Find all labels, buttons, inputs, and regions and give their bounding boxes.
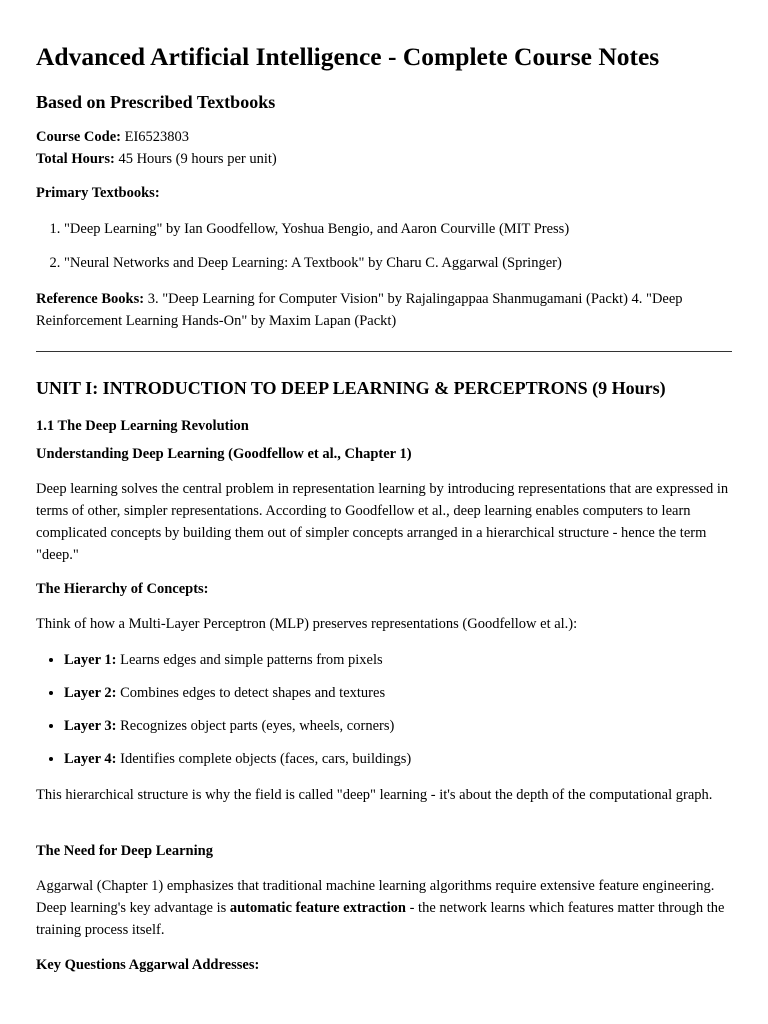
layer-label: Layer 2: [64, 685, 117, 701]
unit-1-heading: UNIT I: INTRODUCTION TO DEEP LEARNING & PERCEPTRONS (9 Hours) [36, 378, 666, 398]
course-info [36, 126, 732, 170]
document-subtitle: Based on Prescribed Textbooks [36, 92, 276, 112]
section-1-1-heading-block [36, 415, 732, 437]
total-hours-label: Total Hours: [36, 151, 115, 167]
primary-textbooks-heading: Primary Textbooks: [36, 185, 160, 201]
layers-list [36, 649, 732, 770]
need-heading: The Need for Deep Learning [36, 843, 213, 859]
hierarchy-outro-block [36, 784, 732, 806]
layer-text: Recognizes object parts (eyes, wheels, corners) [120, 718, 395, 734]
layer-text: Combines edges to detect shapes and textures [120, 685, 386, 701]
primary-textbooks-list [36, 218, 732, 274]
list-item [64, 715, 732, 737]
reference-books-label: Reference Books: [36, 291, 145, 307]
hierarchy-outro: This hierarchical structure is why the field is called "deep" learning - it's about the depth of the computational graph. [36, 787, 713, 803]
need-heading-block [36, 840, 732, 862]
list-item: 2. "Neural Networks and Deep Learning: A Textbook" by Charu C. Aggarwal (Springer) [64, 252, 732, 274]
section-1-1-heading: 1.1 The Deep Learning Revolution [36, 418, 249, 434]
layer-label: Layer 1: [64, 652, 117, 668]
layers-list-block [36, 649, 732, 770]
need-text-post: - the network learns which features matter through the training process itself. [36, 900, 725, 938]
hierarchy-intro: Think of how a Multi-Layer Perceptron (MLP) preserves representations (Goodfellow et al.): [36, 616, 578, 632]
course-code-line [36, 126, 732, 148]
course-code-value: EI6523803 [124, 129, 190, 145]
document-subtitle-block [36, 91, 732, 113]
list-item: 1. "Deep Learning" by Ian Goodfellow, Yoshua Bengio, and Aaron Courville (MIT Press) [64, 218, 732, 240]
understanding-heading-block [36, 443, 732, 465]
primary-textbooks-heading-block [36, 182, 732, 204]
document-title: Advanced Artificial Intelligence - Complete Course Notes [36, 42, 660, 71]
layer-label: Layer 3: [64, 718, 117, 734]
primary-textbooks-list-block [36, 218, 732, 274]
intro-paragraph: Deep learning solves the central problem in representation learning by introducing representations that are expressed in terms of other, simpler representations. According to Goodfellow et al., deep learning enables computers to learn complicated concepts by building them out of simpler concepts arranged in a hierarchical structure - hence the term "deep." [36, 481, 729, 563]
list-item [64, 682, 732, 704]
layer-text: Identifies complete objects (faces, cars, buildings) [120, 751, 412, 767]
need-text-pre: Aggarwal (Chapter 1) emphasizes that traditional machine learning algorithms require extensive feature engineering. Deep learning's key advantage is [36, 878, 715, 916]
need-text-bold: automatic feature extraction [229, 900, 406, 916]
reference-books-paragraph [36, 288, 732, 332]
key-questions-heading-block [36, 954, 732, 976]
hierarchy-heading-block [36, 578, 732, 600]
reference-books [36, 288, 732, 332]
total-hours-line [36, 148, 732, 170]
layer-label: Layer 4: [64, 751, 117, 767]
reference-books-text: 3. "Deep Learning for Computer Vision" by Rajalingappaa Shanmugamani (Packt) 4. "Deep Reinforcement Learning Hands-On" by Maxim Lapan (Packt) [36, 291, 683, 329]
hierarchy-heading: The Hierarchy of Concepts: [36, 581, 209, 597]
need-paragraph-block [36, 875, 732, 941]
list-item [64, 748, 732, 770]
course-code-label: Course Code: [36, 129, 121, 145]
hierarchy-intro-block [36, 613, 732, 635]
total-hours-value: 45 Hours (9 hours per unit) [118, 151, 277, 167]
key-questions-heading: Key Questions Aggarwal Addresses: [36, 957, 260, 973]
understanding-heading: Understanding Deep Learning (Goodfellow et al., Chapter 1) [36, 446, 412, 462]
need-paragraph [36, 875, 732, 941]
layer-text: Learns edges and simple patterns from pixels [120, 652, 383, 668]
unit-1-heading-block [36, 377, 732, 399]
section-divider [36, 351, 732, 352]
list-item [64, 649, 732, 671]
intro-paragraph-block [36, 478, 732, 566]
